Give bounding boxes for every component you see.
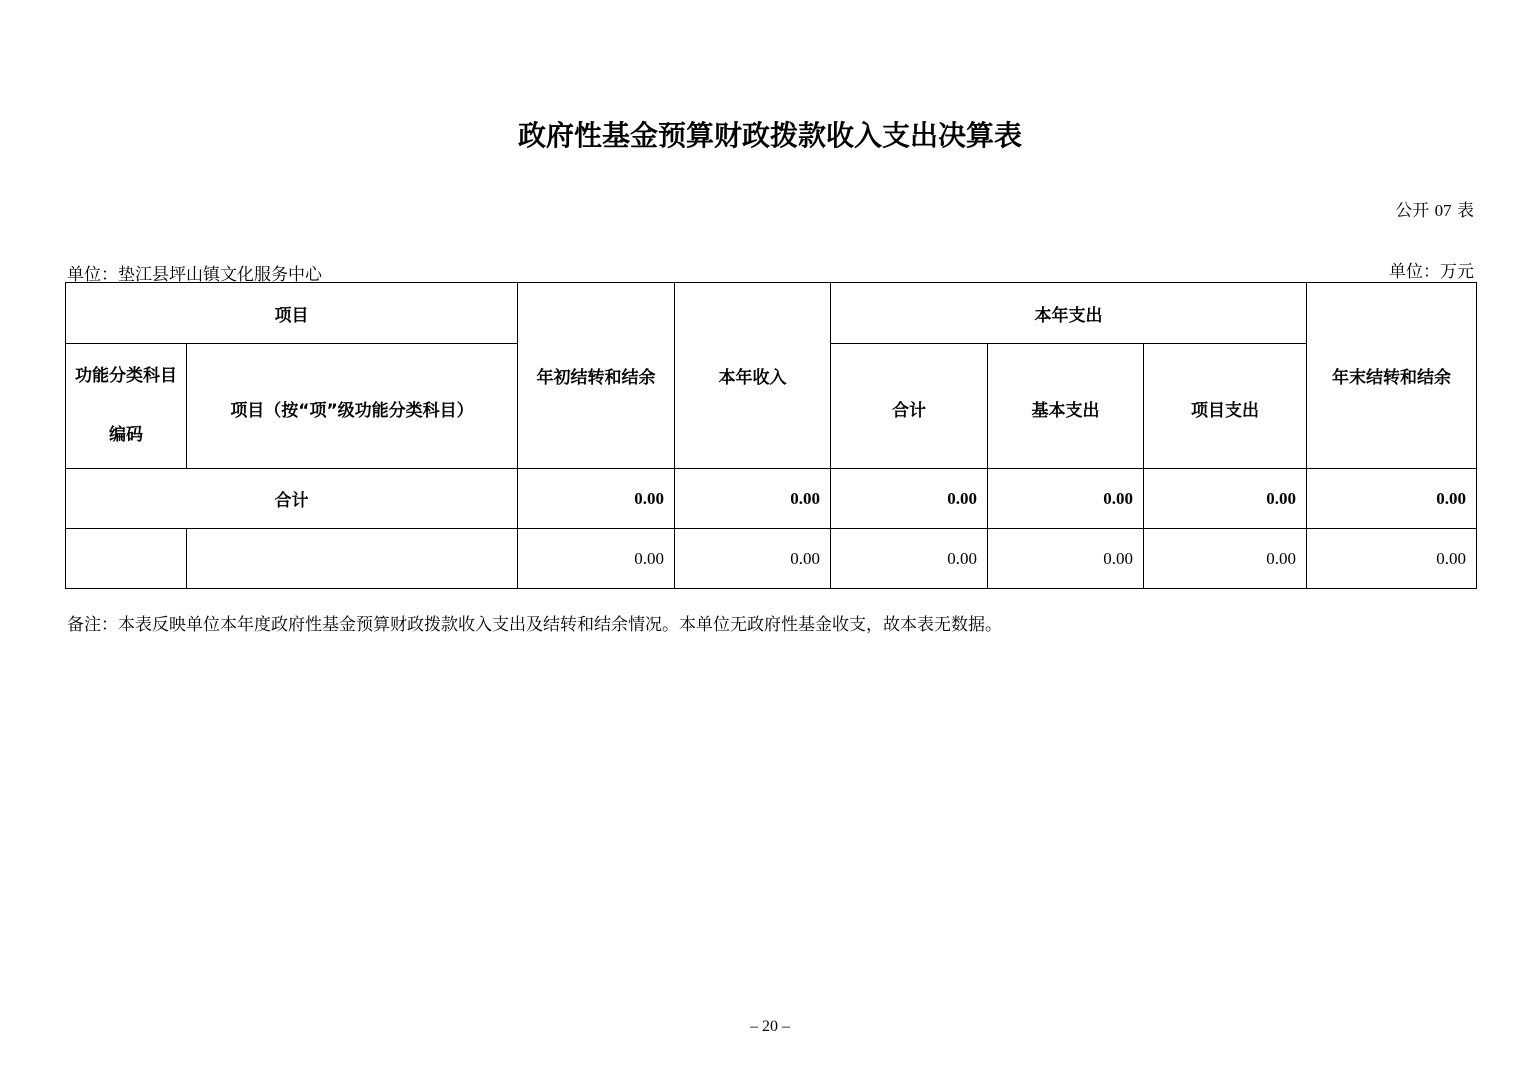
table-code xyxy=(1395,196,1474,221)
total-begin-balance: 0.00 xyxy=(518,469,675,529)
header-func-code-line2: 编码 xyxy=(109,425,143,445)
header-expense-total: 合计 xyxy=(831,344,988,469)
header-func-code xyxy=(66,344,187,469)
header-end-balance: 年末结转和结余 xyxy=(1307,283,1477,469)
row-begin-balance: 0.00 xyxy=(518,529,675,589)
table-code-suffix: 表 xyxy=(1457,201,1474,221)
header-item-by-func: 项目（按“项”级功能分类科目） xyxy=(187,344,518,469)
table-code-prefix: 公开 xyxy=(1395,201,1430,221)
row-name xyxy=(187,529,518,589)
total-expense-total: 0.00 xyxy=(831,469,988,529)
total-row xyxy=(66,469,1477,529)
table-code-number: 07 xyxy=(1434,201,1452,220)
row-project-expense: 0.00 xyxy=(1144,529,1307,589)
row-current-income: 0.00 xyxy=(675,529,831,589)
header-func-code-line1: 功能分类科目 xyxy=(75,366,177,386)
header-project-expense: 项目支出 xyxy=(1144,344,1307,469)
header-basic-expense: 基本支出 xyxy=(988,344,1144,469)
table-row xyxy=(66,529,1477,589)
total-basic-expense: 0.00 xyxy=(988,469,1144,529)
header-current-income: 本年收入 xyxy=(675,283,831,469)
header-row-1 xyxy=(66,283,1477,344)
row-end-balance: 0.00 xyxy=(1307,529,1477,589)
row-expense-total: 0.00 xyxy=(831,529,988,589)
row-code xyxy=(66,529,187,589)
total-end-balance: 0.00 xyxy=(1307,469,1477,529)
page-title: 政府性基金预算财政拨款收入支出决算表 xyxy=(517,119,1022,152)
total-current-income: 0.00 xyxy=(675,469,831,529)
money-unit: 单位：万元 xyxy=(1389,262,1474,282)
table-note: 备注：本表反映单位本年度政府性基金预算财政拨款收入支出及结转和结余情况。本单位无政府性基金收支，故本表无数据。 xyxy=(67,615,1002,635)
total-project-expense: 0.00 xyxy=(1144,469,1307,529)
page-number: – 20 – xyxy=(750,1018,790,1035)
header-begin-balance: 年初结转和结余 xyxy=(518,283,675,469)
header-current-expense: 本年支出 xyxy=(831,283,1307,344)
total-label: 合计 xyxy=(66,469,518,529)
header-item: 项目 xyxy=(66,283,518,344)
budget-table xyxy=(65,282,1477,589)
unit-name: 单位：垫江县坪山镇文化服务中心 xyxy=(67,265,322,285)
row-basic-expense: 0.00 xyxy=(988,529,1144,589)
